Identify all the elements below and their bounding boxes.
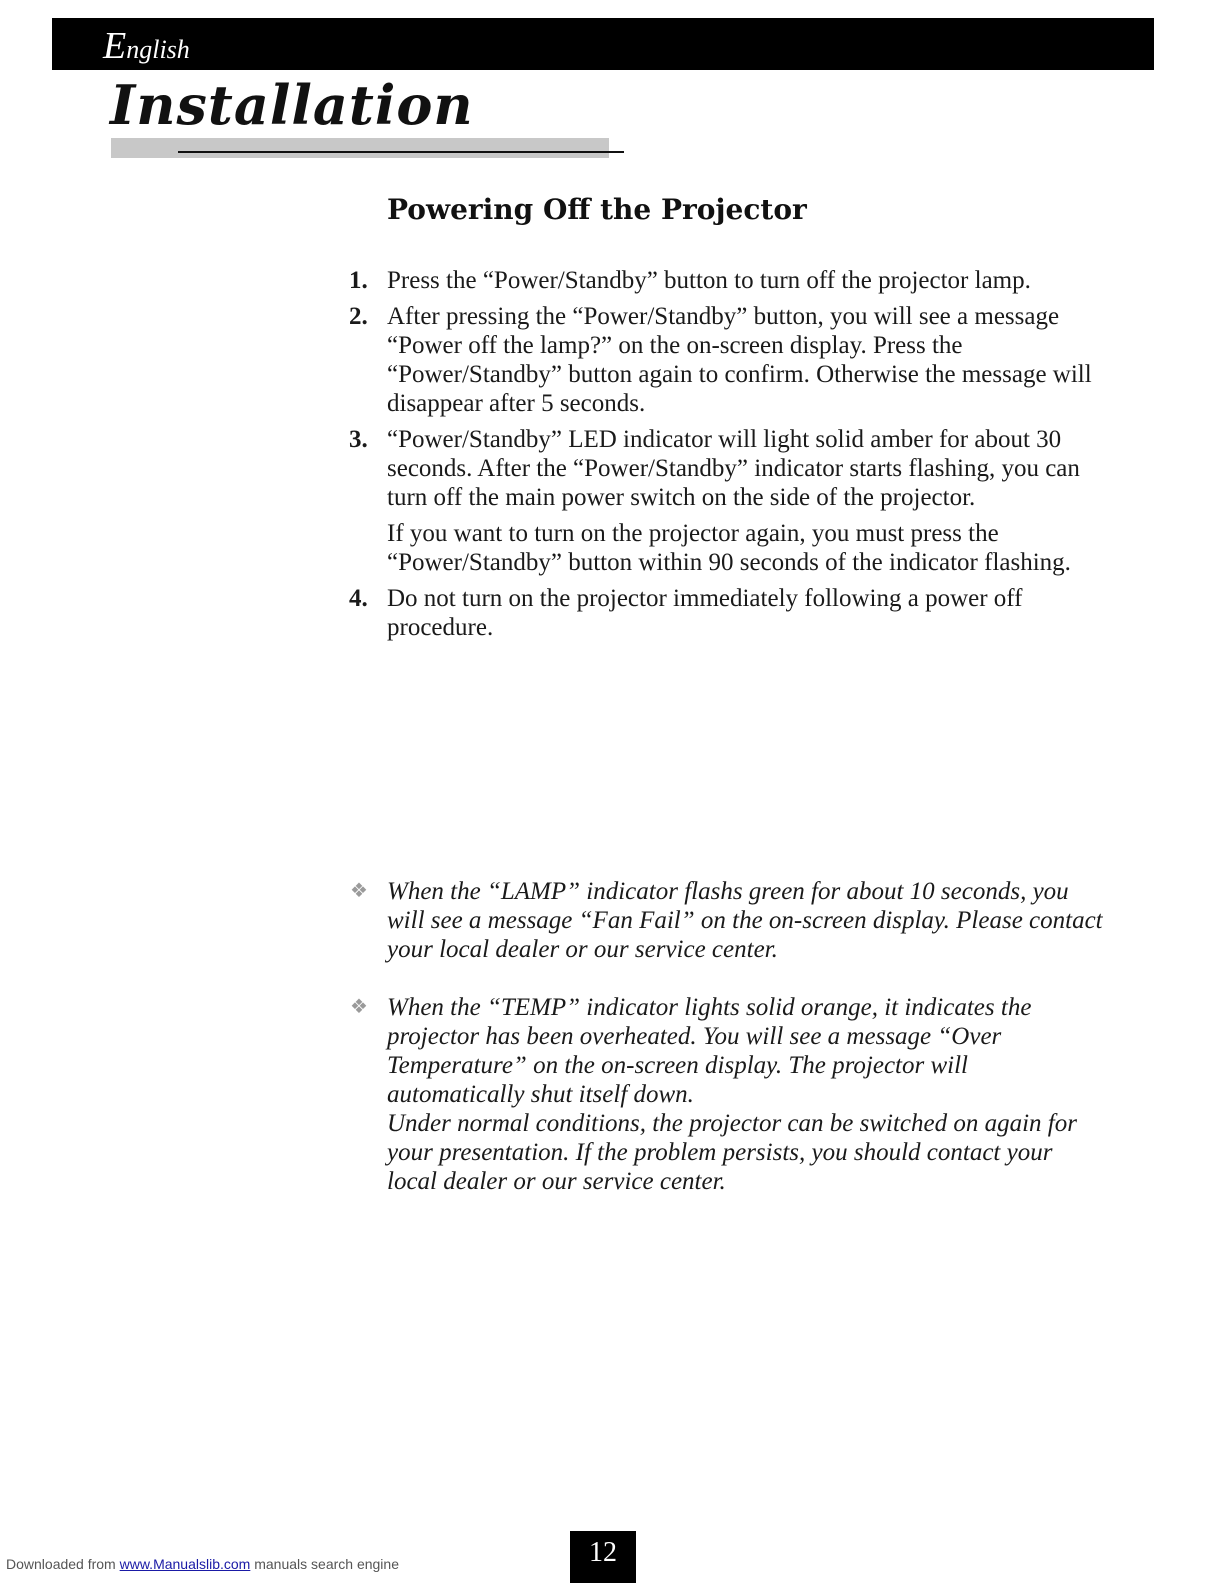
step-list [345, 266, 1105, 649]
note-item [348, 993, 1108, 1196]
note-text: When the “LAMP” indicator flashs green for about 10 seconds, you will see a message “Fan Fail” on the on-screen display. Please contact your local dealer or our service center. [387, 878, 1103, 963]
step-text: After pressing the “Power/Standby” button, you will see a message “Power off the lamp?” on the on-screen display. Press the “Power/Standby” button again to confirm. Otherwise the message will disappear after 5 seconds. [387, 303, 1092, 417]
note-item [348, 877, 1108, 964]
manualslib-link[interactable]: www.Manualslib.com [119, 1556, 251, 1572]
step-text: “Power/Standby” LED indicator will light solid amber for about 30 seconds. After the “Power/Standby” indicator starts flashing, you can turn off the main power switch on the side of the projector. [387, 426, 1080, 511]
step-text: Press the “Power/Standby” button to turn off the projector lamp. [387, 267, 1031, 294]
diamond-bullet-icon: ❖ [350, 880, 368, 902]
footer-prefix: Downloaded from [6, 1556, 120, 1572]
note-text: When the “TEMP” indicator lights solid orange, it indicates the projector has been overheated. You will see a message “Over Temperature” on the on-screen display. The projector will automatically shut itself down. [387, 994, 1032, 1108]
title-underline-shade [111, 138, 609, 158]
diamond-bullet-icon: ❖ [350, 996, 368, 1018]
section-title: Powering Off the Projector [387, 193, 807, 226]
step-text: Do not turn on the projector immediately following a power off procedure. [387, 585, 1023, 641]
header-bar [52, 18, 1154, 70]
step-number: 3. [349, 426, 368, 453]
step-extra-text: If you want to turn on the projector again, you must press the “Power/Standby” button within 90 seconds of the indicator flashing. [387, 520, 1071, 576]
language-label [103, 26, 190, 70]
step-item [345, 302, 1105, 418]
chapter-title: Installation [110, 73, 474, 137]
step-item [345, 266, 1105, 295]
step-number: 4. [349, 585, 368, 612]
language-initial: E [103, 25, 127, 67]
step-item [345, 584, 1105, 642]
note-list [348, 877, 1108, 1225]
step-item [345, 425, 1105, 577]
language-rest: nglish [126, 35, 190, 64]
note-extra-text: Under normal conditions, the projector can be switched on again for your presentation. If the problem persists, you should contact your local dealer or our service center. [387, 1110, 1077, 1195]
step-number: 1. [349, 267, 368, 294]
download-footer [6, 1556, 399, 1572]
footer-suffix: manuals search engine [250, 1556, 399, 1572]
step-number: 2. [349, 303, 368, 330]
page-number: 12 [570, 1531, 636, 1583]
title-underline-rule [178, 151, 624, 153]
